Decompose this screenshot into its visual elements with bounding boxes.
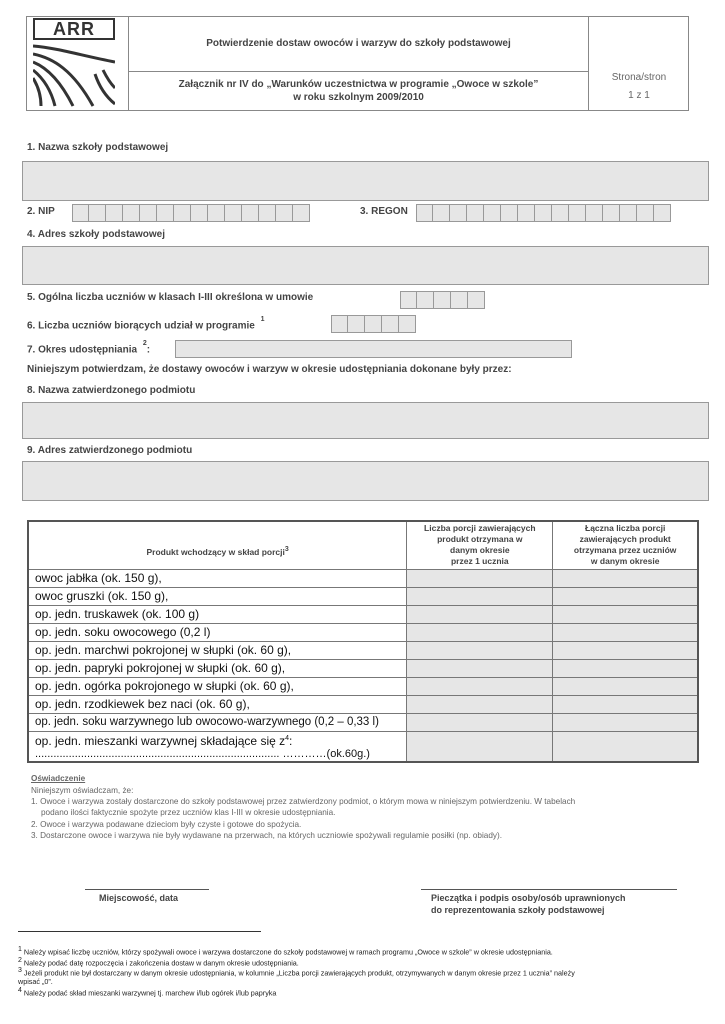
table-row [28, 605, 698, 623]
portions-per-student-cell[interactable] [407, 695, 553, 713]
portions-per-student-cell[interactable] [407, 569, 553, 587]
footnote-ref-2: 2 [142, 340, 147, 347]
products-table [27, 520, 699, 763]
field-supplier-address-label: 9. Adres zatwierdzonego podmiotu [27, 445, 193, 456]
field-regon-label: 3. REGON [360, 206, 408, 217]
footnote-ref-4: 4 [285, 734, 290, 742]
product-name: op. jedn. truskawek (ok. 100 g) [28, 605, 407, 623]
portions-per-student-cell[interactable] [407, 623, 553, 641]
declaration-title: Oświadczenie [31, 774, 86, 783]
page-label: Strona/stron [611, 72, 667, 83]
footnote-number: 1 [18, 946, 22, 953]
total-portions-cell[interactable] [553, 587, 698, 605]
portions-per-student-cell[interactable] [407, 659, 553, 677]
signature-line [421, 889, 677, 890]
table-row [28, 587, 698, 605]
school-name-field[interactable] [22, 161, 709, 201]
footnote-text: Należy podać datę rozpoczęcia i zakończenia dostaw w danym okresie udostępniania. [23, 958, 299, 968]
period-colon: : [146, 344, 151, 356]
footnote-ref-3: 3 [284, 546, 289, 554]
product-name: op. jedn. soku owocowego (0,2 l) [28, 623, 407, 641]
field-school-address-label: 4. Adres szkoły podstawowej [27, 229, 166, 240]
col2-line: Liczba porcji zawierających [424, 523, 536, 533]
participating-students-text: 6. Liczba uczniów biorących udział w programie [27, 320, 255, 332]
product-name-mix [28, 731, 407, 762]
footnote-number: 4 [18, 987, 22, 994]
table-row [28, 695, 698, 713]
col2-line: danym okresie [450, 545, 510, 555]
participating-students-cells[interactable] [331, 315, 416, 333]
logo-text: ARR [33, 18, 115, 40]
total-portions-cell[interactable] [553, 677, 698, 695]
arr-logo [33, 18, 115, 108]
total-portions-cell[interactable] [553, 605, 698, 623]
total-portions-cell[interactable] [553, 713, 698, 731]
table-row [28, 641, 698, 659]
footnote [18, 977, 53, 986]
footnote-text: Należy podać skład mieszanki warzywnej tj. marchew i/lub ogórek i/lub papryka [23, 988, 277, 998]
total-portions-cell[interactable] [553, 623, 698, 641]
table-row [28, 569, 698, 587]
field-period-label [27, 340, 151, 356]
column-header-portions-per-student [407, 521, 553, 569]
field-participating-students-label [27, 316, 265, 332]
field-school-name-label: 1. Nazwa szkoły podstawowej [27, 142, 169, 153]
nip-cells[interactable] [72, 204, 310, 222]
table-row [28, 713, 698, 731]
column-header-total-portions [553, 521, 698, 569]
document-subtitle-line1: Załącznik nr IV do „Warunków uczestnictwa w programie „Owoce w szkole” [178, 79, 539, 90]
portions-per-student-cell[interactable] [407, 605, 553, 623]
school-address-field[interactable] [22, 246, 709, 285]
portions-per-student-cell[interactable] [407, 713, 553, 731]
supplier-address-field[interactable] [22, 461, 709, 501]
footnote-text: Jeżeli produkt nie był dostarczany w danym okresie udostępniania, w kolumnie „Liczba porcji zawierających produkt, otrzymywanych w danym okresie przez 1 ucznia” należy [23, 968, 575, 978]
product-name: owoc gruszki (ok. 150 g), [28, 587, 407, 605]
period-text: 7. Okres udostępniania [27, 344, 138, 356]
col3-line: w danym okresie [590, 556, 660, 566]
declaration-intro: Niniejszym oświadczam, że: [31, 786, 134, 795]
portions-per-student-cell[interactable] [407, 731, 553, 762]
product-name: op. jedn. rzodkiewek bez naci (ok. 60 g), [28, 695, 407, 713]
footnote [18, 967, 575, 977]
product-name: op. jedn. ogórka pokrojonego w słupki (ok. 60 g), [28, 677, 407, 695]
col2-line: przez 1 ucznia [450, 556, 509, 566]
field-total-students-label: 5. Ogólna liczba uczniów w klasach I-III określona w umowie [27, 292, 314, 303]
product-name: op. jedn. papryki pokrojonej w słupki (ok. 60 g), [28, 659, 407, 677]
footnote [18, 957, 299, 967]
total-portions-cell[interactable] [553, 695, 698, 713]
footnote-text: Należy wpisać liczbę uczniów, którzy spożywali owoce i warzywa dostarczone do szkoły podstawowej w ramach programu „Owoce w szkole” w okresie udostępniania. [23, 947, 553, 957]
footnote [18, 987, 276, 997]
total-students-cells[interactable] [400, 291, 485, 309]
column-header-product [28, 521, 407, 569]
place-date-line [85, 889, 209, 890]
signature-label-line1: Pieczątka i podpis osoby/osób uprawnionych [431, 893, 626, 903]
signature-label-line2: do reprezentowania szkoły podstawowej [431, 905, 605, 915]
document-title: Potwierdzenie dostaw owoców i warzyw do szkoły podstawowej [206, 38, 511, 49]
product-name: owoc jabłka (ok. 150 g), [28, 569, 407, 587]
confirmation-text: Niniejszym potwierdzam, że dostawy owoców i warzyw w okresie udostępniania dokonane były przez: [27, 364, 512, 375]
table-row [28, 659, 698, 677]
mix-line1 [35, 732, 400, 748]
footnote [18, 946, 553, 956]
document-subtitle-line2: w roku szkolnym 2009/2010 [293, 92, 424, 103]
portions-per-student-cell[interactable] [407, 677, 553, 695]
total-portions-cell[interactable] [553, 659, 698, 677]
footnote-text: wpisać „0”. [18, 977, 53, 986]
field-supplier-name-label: 8. Nazwa zatwierdzonego podmiotu [27, 385, 196, 396]
col3-line: otrzymana przez uczniów [573, 545, 677, 555]
mix-line2: ................................................................................ …………(ok.60g.) [35, 747, 370, 760]
col2-line: produkt otrzymana w [437, 534, 523, 544]
column-header-product-text: Produkt wchodzący w skład porcji [146, 547, 285, 558]
supplier-name-field[interactable] [22, 402, 709, 439]
period-field[interactable] [175, 340, 572, 358]
portions-per-student-cell[interactable] [407, 587, 553, 605]
mix-colon: : [289, 733, 293, 748]
footnote-number: 3 [18, 967, 22, 974]
declaration-item: 1. Owoce i warzywa zostały dostarczone do szkoły podstawowej przez zatwierdzony podmiot, o którym mowa w niniejszym potwierdzeniu. W tabelach [31, 797, 576, 806]
portions-per-student-cell[interactable] [407, 641, 553, 659]
total-portions-cell[interactable] [553, 731, 698, 762]
declaration-item: 2. Owoce i warzywa podawane dzieciom były czyste i gotowe do spożycia. [31, 820, 302, 829]
footnote-separator [18, 931, 261, 932]
regon-cells[interactable] [416, 204, 671, 222]
field-nip-label: 2. NIP [27, 206, 55, 217]
table-row [28, 731, 698, 762]
header-divider-mid [128, 71, 589, 72]
declaration-item: podano ilości faktycznie spożyte przez uczniów klas I-III w okresie udostępniania. [41, 808, 336, 817]
table-row [28, 623, 698, 641]
total-portions-cell[interactable] [553, 641, 698, 659]
col3-line: zawierających produkt [579, 534, 671, 544]
footnote-ref-1: 1 [260, 316, 265, 323]
product-name: op. jedn. soku warzywnego lub owocowo-warzywnego (0,2 – 0,33 l) [28, 713, 407, 731]
col3-line: Łączna liczba porcji [585, 523, 666, 533]
footnote-number: 2 [18, 957, 22, 964]
page-value: 1 z 1 [628, 90, 650, 101]
logo-field-icon [33, 42, 115, 108]
table-row [28, 677, 698, 695]
place-date-label: Miejscowość, data [99, 893, 179, 903]
mix-text: op. jedn. mieszanki warzywnej składające się z [35, 733, 286, 748]
declaration-item: 3. Dostarczone owoce i warzywa nie były wydawane na przerwach, na których uczniowie spożywali regulamie posiłki (np. obiady). [31, 831, 502, 840]
product-name: op. jedn. marchwi pokrojonej w słupki (ok. 60 g), [28, 641, 407, 659]
total-portions-cell[interactable] [553, 569, 698, 587]
